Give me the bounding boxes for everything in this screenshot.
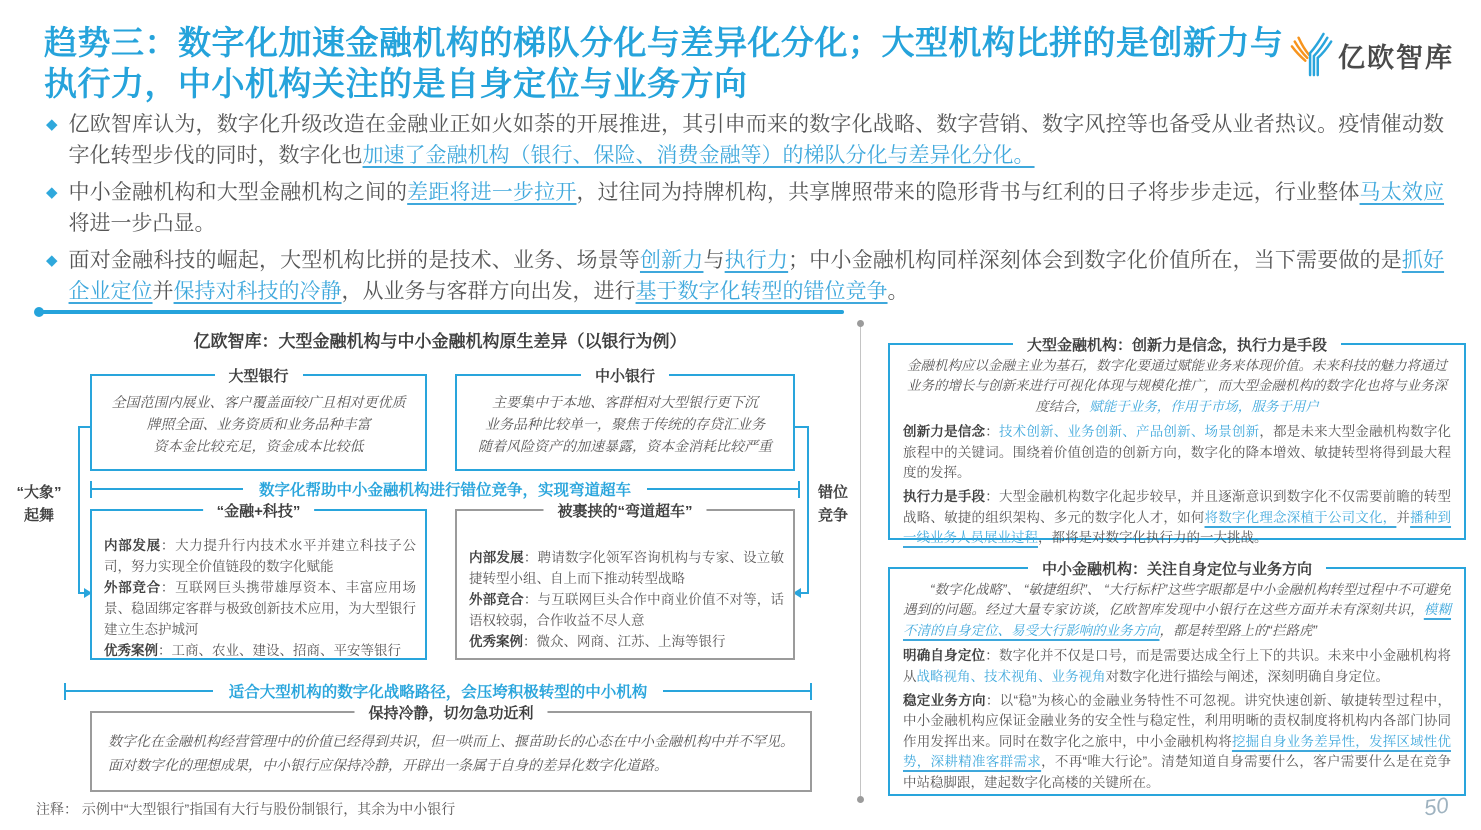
stay-calm-box-title: 保持冷静，切勿急功近利 [354,702,547,723]
small-bank-box-title: 中小银行 [581,365,669,386]
bracket-line [663,690,810,692]
footnote: 注释： 示例中“大型银行”指国有大行与股份制银行，其余为中小银行 [36,801,456,817]
fintech-cases: 优秀案例：工商、农业、建设、招商、平安等银行 [104,643,401,658]
bracket-cap [810,683,812,700]
fintech-external: 外部竞合：互联网巨头携带雄厚资本、丰富应用场景、稳固绑定客群与极致创新技术应用，为大型银行建立生态护城河 [104,580,417,637]
elephant-dance-label [6,481,72,527]
diamond-bullet-icon: ◆ [46,184,58,201]
strategy-bracket [64,682,812,700]
large-bank-box-title: 大型银行 [214,365,302,386]
bullet-text-1: 亿欧智库认为，数字化升级改造在金融业正如火如荼的开展推进，其引申而来的数字化战略、数字营销、数字风控等也备受从业者热议。疫情催动数字化转型步伐的同时，数字化也加速了金融机构（银行、保险、消费金融等）的梯队分化与差异化分化。 [68,113,1444,167]
large-institution-box [888,337,1466,546]
bracket-line [92,488,243,490]
logo-text: 亿欧智库 [1338,42,1454,73]
connector-right [801,592,809,594]
fintech-box-title: “金融+科技” [203,500,315,521]
section-divider-line [38,310,844,314]
bullet-text-3: 面对金融科技的崛起，大型机构比拼的是技术、业务、场景等创新力与执行力；中小金融机构同样深刻体会到数字化价值所在，当下需要做的是抓好企业定位并保持对科技的冷静，从业务与客群方向出发，进行基于数字化转型的错位竞争。 [68,249,1445,303]
small-institution-intro: “数字化战略”、 “敏捷组织”、 “大行标杆”这些字眼都是中小金融机构转型过程中不可避免遇到的问题。经过大量专家访谈，亿欧智库发现中小银行在这些方面并未有深刻共识，模糊不清的自身定位、易受大行影响的业务方向，都是转型路上的“拦路虎” [903,582,1452,638]
diamond-bullet-icon: ◆ [46,252,58,269]
innovation-belief-para: 创新力是信念：技术创新、业务创新、产品创新、场景创新，都是未来大型金融机构数字化旅程中的关键词。围绕着价值创造的创新方向，数字化的降本增效、敏捷转型将得到最大程度的发挥。 [903,424,1452,481]
overtake-external: 外部竞合：与互联网巨头合作中商业价值不对等，话语权较弱，合作收益不尽人意 [469,592,785,628]
text-line: 随着风险资产的加速暴露，资本金消耗比较严重 [478,438,772,454]
text-line: “大象” [16,484,62,501]
overtake-bracket [90,480,800,498]
stay-calm-text: 数字化在金融机构经营管理中的价值已经得到共识，但一哄而上、揠苗助长的心态在中小金融机构中并不罕见。面对数字化的理想成果，中小银行应保持冷静，开辟出一条属于自身的差异化数字化道路。 [108,733,794,773]
fintech-box-content [92,511,425,661]
overtake-box-content [457,511,793,652]
bracket-line [66,690,213,692]
diamond-bullet-icon: ◆ [46,116,58,133]
bullet-item-3 [46,245,1444,307]
bullet-item-1 [46,109,1444,171]
bullet-item-2 [46,177,1444,239]
fintech-internal: 内部发展：大力提升行内技术水平并建立科技子公司，努力实现全价值链段的数字化赋能 [104,538,417,574]
mismatch-competition-label [808,481,858,527]
connector-left [78,426,80,594]
large-bank-box [90,368,427,471]
text-line: 业务品种比较单一，聚焦于传统的存贷汇业务 [485,416,765,432]
overtake-bracket-text: 数字化帮助中小金融机构进行错位竞争，实现弯道超车 [259,482,632,499]
overtake-internal: 内部发展：聘请数字化领军咨询机构与专家、设立敏捷转型小组、自上而下推动转型战略 [469,550,785,586]
small-bank-box [455,368,795,471]
small-institution-box-content [890,569,1464,793]
text-line: 起舞 [23,507,54,524]
overtake-cases: 优秀案例：微众、网商、江苏、上海等银行 [469,634,726,649]
strategy-bracket-text: 适合大型机构的数字化战略路径，会压垮积极转型的中小机构 [228,684,648,701]
diagram-title: 亿欧智库：大型金融机构与中小金融机构原生差异（以银行为例） [193,332,687,351]
small-institution-box [888,561,1466,796]
execution-means-para: 执行力是手段：大型金融机构数字化起步较早，并且逐渐意识到数字化不仅需要前瞻的转型战略、敏捷的组织架构、多元的数字化人才，如何将数字化理念深植于公司文化，并播种到一线业务人员展业过程，都将是对数字化执行力的一大挑战。 [903,489,1452,546]
bracket-line [647,488,798,490]
page-number: 50 [1422,792,1451,821]
text-line: 牌照全面、业务资质和业务品种丰富 [146,416,371,432]
bracket-cap [798,481,800,498]
vertical-divider [860,326,861,796]
small-bank-box-content [457,376,793,457]
clear-positioning-para: 明确自身定位：数字化并不仅是口号，而是需要达成全行上下的共识。未来中小金融机构将从战略视角、技术视角、业务视角对数字化进行描绘与阐述，深刻明确自身定位。 [903,648,1452,684]
stable-direction-para: 稳定业务方向：以“稳”为核心的金融业务特性不可忽视。讲究快速创新、敏捷转型过程中，中小金融机构应保证金融业务的安全性与稳定性，利用明晰的责权制度将机构内各部门协同作用发挥出来。同时在数字化之旅中，中小金融机构将挖掘自身业务差异性，发挥区域性优势，深耕精准客群需求，不再“唯大行论”。清楚知道自身需要什么，客户需要什么是在竞争中站稳脚跟，建起数字化高楼的关键所在。 [903,693,1452,790]
small-institution-box-title: 中小金融机构：关注自身定位与业务方向 [1028,558,1326,579]
fintech-box [90,503,427,660]
connector-right [807,426,809,594]
overtake-box-title: 被裹挟的“弯道超车” [543,500,706,521]
large-institution-box-title: 大型金融机构：创新力是信念，执行力是手段 [1013,334,1341,355]
text-line: 主要集中于本地、客群相对大型银行更下沉 [492,394,758,410]
text-line: 竞争 [817,507,848,524]
page-title: 趋势三：数字化加速金融机构的梯队分化与差异化分化；大型机构比拼的是创新力与执行力，中小机构关注的是自身定位与业务方向 [44,24,1284,102]
stay-calm-box [90,705,812,792]
large-bank-box-content [92,376,425,457]
logo-y-icon [1290,30,1334,80]
text-line: 全国范围内展业、客户覆盖面较广且相对更优质 [111,394,406,410]
logo [1290,30,1454,80]
large-institution-box-content [890,345,1464,549]
summary-bullets [46,109,1444,313]
text-line: 资本金比较充足，资金成本比较低 [153,438,364,454]
bullet-text-2: 中小金融机构和大型金融机构之间的差距将进一步拉开，过往同为持牌机构，共享牌照带来的隐形背书与红利的日子将步步走远，行业整体马太效应将进一步凸显。 [68,181,1445,235]
overtake-box [455,503,795,660]
large-institution-intro: 金融机构应以金融主业为基石，数字化要通过赋能业务来体现价值。未来科技的魅力将通过业务的增长与创新来进行可视化体现与规模化推广，而大型金融机构的数字化也将与业务深度结合，赋能于业务，作用于市场，服务于用户 [907,358,1447,414]
text-line: 错位 [817,484,848,501]
